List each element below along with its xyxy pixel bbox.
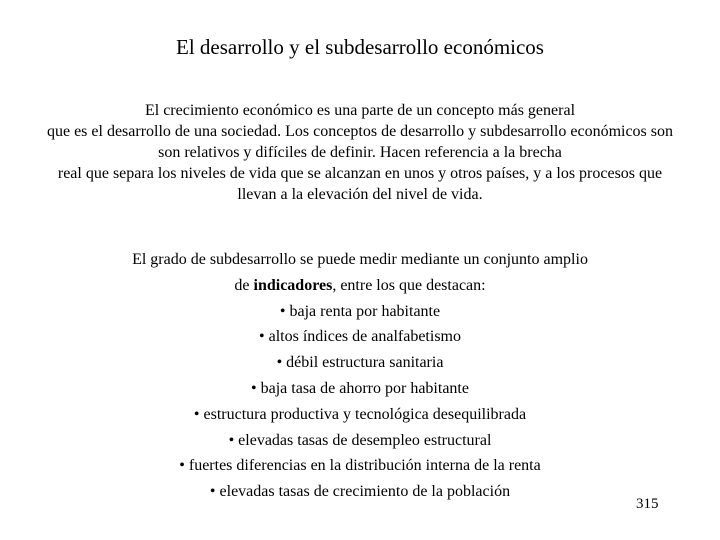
page-number: 315 bbox=[636, 496, 659, 512]
bullet-item: • elevadas tasas de crecimiento de la población bbox=[209, 483, 511, 501]
paragraph-line: real que separa los niveles de vida que se alcanzan en unos y otros países, y a los procesos que bbox=[57, 165, 663, 182]
indicators-keyword: indicadores bbox=[253, 276, 333, 294]
bullet-item: • estructura productiva y tecnológica desequilibrada bbox=[193, 405, 527, 423]
paragraph-line: llevan a la elevación del nivel de vida. bbox=[237, 186, 483, 203]
indicators-paragraph bbox=[0, 247, 720, 505]
intro-prefix: de bbox=[234, 276, 254, 294]
definition-paragraph bbox=[0, 100, 720, 205]
bullet-item: • fuertes diferencias en la distribución interna de la renta bbox=[179, 457, 541, 475]
indicators-intro-line: El grado de subdesarrollo se puede medir mediante un conjunto amplio bbox=[132, 251, 588, 268]
bullet-item: • baja renta por habitante bbox=[279, 302, 441, 320]
bullet-item: • altos índices de analfabetismo bbox=[259, 328, 461, 346]
paragraph-line: El crecimiento económico es una parte de un concepto más general bbox=[144, 102, 576, 119]
slide-title: El desarrollo y el subdesarrollo económicos bbox=[176, 35, 544, 59]
bullet-item: • elevadas tasas de desempleo estructural bbox=[228, 431, 492, 449]
paragraph-line: son relativos y difíciles de definir. Hacen referencia a la brecha bbox=[158, 144, 562, 161]
indicators-intro-line bbox=[0, 273, 720, 299]
bullet-item: • baja tasa de ahorro por habitante bbox=[251, 379, 469, 397]
intro-suffix: , entre los que destacan: bbox=[332, 276, 486, 294]
bullet-item: • débil estructura sanitaria bbox=[276, 354, 444, 372]
paragraph-line: que es el desarrollo de una sociedad. Los conceptos de desarrollo y subdesarrollo económicos son bbox=[46, 123, 674, 140]
